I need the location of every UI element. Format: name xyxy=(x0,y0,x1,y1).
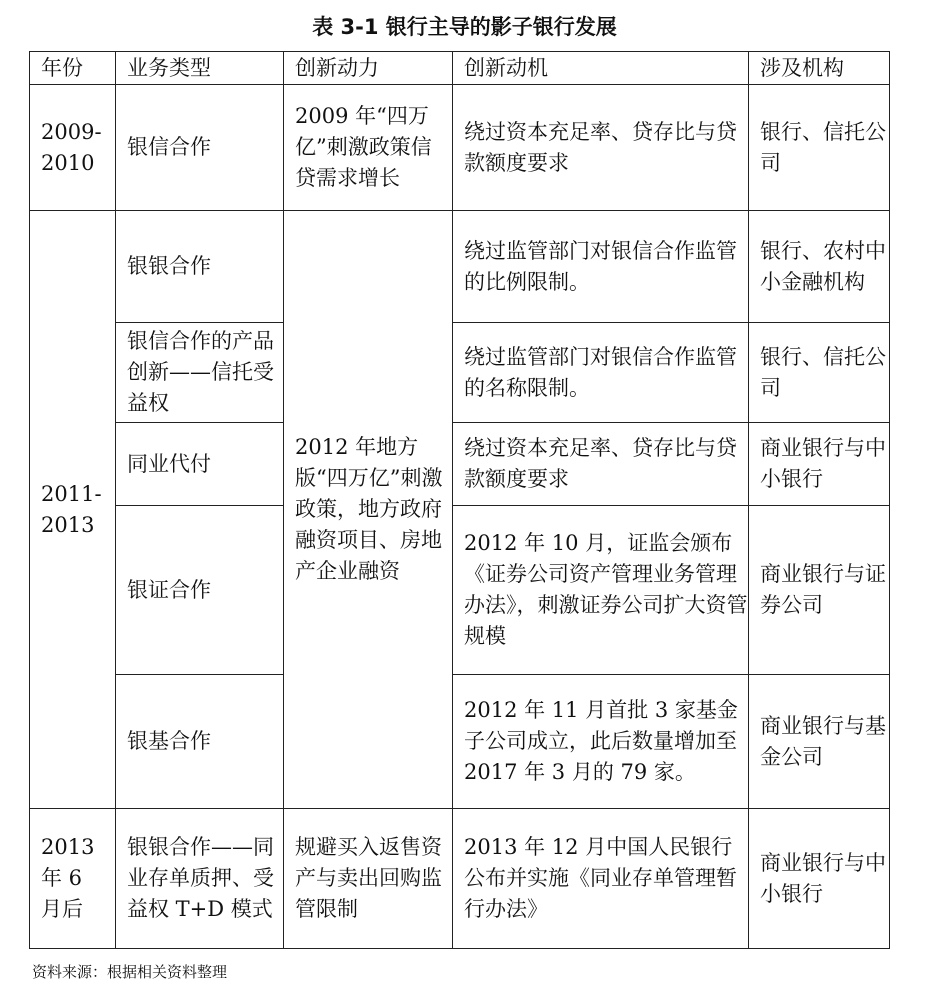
table-row xyxy=(30,809,890,949)
table-row xyxy=(30,211,890,323)
header-type: 业务类型 xyxy=(116,52,284,85)
header-driver: 创新动力 xyxy=(284,52,453,85)
table-title: 表 3-1 银行主导的影子银行发展 xyxy=(312,15,617,39)
driver-cell: 规避买入返售资产与卖出回购监管限制 xyxy=(284,809,453,949)
source-note: 资料来源：根据相关资料整理 xyxy=(32,963,228,981)
header-institutions: 涉及机构 xyxy=(749,52,890,85)
motive-cell: 绕过资本充足率、贷存比与贷款额度要求 xyxy=(453,423,749,506)
institutions-cell: 银行、信托公司 xyxy=(749,323,890,423)
type-cell: 银银合作——同业存单质押、受益权 T+D 模式 xyxy=(116,809,284,949)
driver-cell: 2012 年地方版“四万亿”刺激政策，地方政府融资项目、房地产企业融资 xyxy=(284,211,453,809)
institutions-cell: 银行、信托公司 xyxy=(749,85,890,211)
shadow-banking-table xyxy=(29,51,890,949)
type-cell: 银证合作 xyxy=(116,506,284,675)
institutions-cell: 银行、农村中小金融机构 xyxy=(749,211,890,323)
header-motive: 创新动机 xyxy=(453,52,749,85)
motive-cell: 2012 年 10 月，证监会颁布《证券公司资产管理业务管理办法》，刺激证券公司扩大资管规模 xyxy=(453,506,749,675)
table-row xyxy=(30,323,890,423)
table-row xyxy=(30,423,890,506)
year-cell: 2013 年 6 月后 xyxy=(30,809,116,949)
table-row xyxy=(30,675,890,809)
header-year: 年份 xyxy=(30,52,116,85)
type-cell: 银基合作 xyxy=(116,675,284,809)
motive-cell: 绕过监管部门对银信合作监管的比例限制。 xyxy=(453,211,749,323)
type-cell: 银信合作的产品创新——信托受益权 xyxy=(116,323,284,423)
motive-cell: 绕过资本充足率、贷存比与贷款额度要求 xyxy=(453,85,749,211)
institutions-cell: 商业银行与证券公司 xyxy=(749,506,890,675)
motive-cell: 2013 年 12 月中国人民银行公布并实施《同业存单管理暂行办法》 xyxy=(453,809,749,949)
table-row xyxy=(30,506,890,675)
motive-cell: 绕过监管部门对银信合作监管的名称限制。 xyxy=(453,323,749,423)
year-cell: 2009- 2010 xyxy=(30,85,116,211)
type-cell: 银银合作 xyxy=(116,211,284,323)
header-row xyxy=(30,52,890,85)
motive-cell: 2012 年 11 月首批 3 家基金子公司成立，此后数量增加至 2017 年 3 月的 79 家。 xyxy=(453,675,749,809)
type-cell: 同业代付 xyxy=(116,423,284,506)
year-cell: 2011- 2013 xyxy=(30,211,116,809)
institutions-cell: 商业银行与中小银行 xyxy=(749,423,890,506)
type-cell: 银信合作 xyxy=(116,85,284,211)
table-row xyxy=(30,85,890,211)
institutions-cell: 商业银行与中小银行 xyxy=(749,809,890,949)
driver-cell: 2009 年“四万亿”刺激政策信贷需求增长 xyxy=(284,85,453,211)
institutions-cell: 商业银行与基金公司 xyxy=(749,675,890,809)
